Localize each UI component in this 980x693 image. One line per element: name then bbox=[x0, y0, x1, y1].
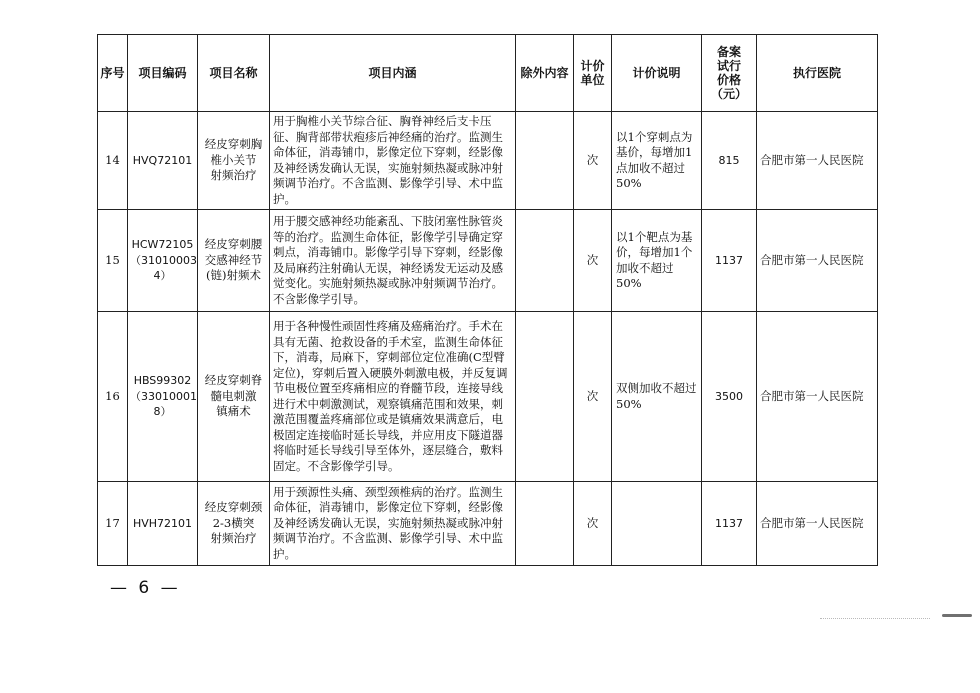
cell-content: 用于胸椎小关节综合征、胸脊神经后支卡压征、胸背部带状疱疹后神经痛的治疗。监测生命体征，消毒铺巾，影像定位下穿刺，经影像及神经诱发确认无误，实施射频热凝或脉冲射频调节治疗。不含监测、影像学引导、术中监护。 bbox=[270, 112, 516, 210]
table-row bbox=[98, 312, 878, 482]
cell-content: 用于各种慢性顽固性疼痛及癌痛治疗。手术在具有无菌、抢救设备的手术室，监测生命体征下，消毒，局麻下，穿刺部位定位准确(C型臂定位)，穿刺后置入硬膜外刺激电极，并反复调节电极位置至疼痛相应的脊髓节段，连接导线进行术中刺激测试，观察镇痛范围和效果，刺激范围覆盖疼痛部位或是镇痛效果满意后，电极固定连接临时延长导线，并应用皮下隧道器将临时延长导线引导至体外，逐层缝合，敷料固定。不含影像学引导。 bbox=[270, 312, 516, 482]
cell-price: 1137 bbox=[702, 482, 757, 566]
cell-hospital: 合肥市第一人民医院 bbox=[757, 112, 878, 210]
cell-unit: 次 bbox=[574, 312, 612, 482]
header-code: 项目编码 bbox=[128, 35, 198, 112]
header-price: 备案 试行 价格 （元） bbox=[702, 35, 757, 112]
table-row bbox=[98, 210, 878, 312]
table-header-row bbox=[98, 35, 878, 112]
cell-unit: 次 bbox=[574, 210, 612, 312]
cell-name: 经皮穿刺胸 椎小关节 射频治疗 bbox=[198, 112, 270, 210]
cell-hospital: 合肥市第一人民医院 bbox=[757, 312, 878, 482]
cell-price: 815 bbox=[702, 112, 757, 210]
header-hospital: 执行医院 bbox=[757, 35, 878, 112]
pricing-table bbox=[97, 34, 878, 566]
header-content: 项目内涵 bbox=[270, 35, 516, 112]
cell-code: HVH72101 bbox=[128, 482, 198, 566]
header-exclusions: 除外内容 bbox=[516, 35, 574, 112]
cell-name: 经皮穿刺脊 髓电刺激 镇痛术 bbox=[198, 312, 270, 482]
cell-code: HCW72105 （31010003 4） bbox=[128, 210, 198, 312]
cell-pricing-note: 以1个穿刺点为基价，每增加1点加收不超过50% bbox=[612, 112, 702, 210]
cell-seq: 14 bbox=[98, 112, 128, 210]
cell-content: 用于腰交感神经功能紊乱、下肢闭塞性脉管炎等的治疗。监测生命体征，影像学引导确定穿刺点，消毒铺巾。影像学引导下穿刺，经影像及局麻药注射确认无误，神经诱发无运动及感觉变化。实施射频热凝或脉冲射频调节治疗。不含影像学引导。 bbox=[270, 210, 516, 312]
cell-unit: 次 bbox=[574, 482, 612, 566]
cell-name: 经皮穿刺颈 2-3横突 射频治疗 bbox=[198, 482, 270, 566]
cell-hospital: 合肥市第一人民医院 bbox=[757, 482, 878, 566]
header-seq: 序号 bbox=[98, 35, 128, 112]
cell-name: 经皮穿刺腰 交感神经节 (链)射频术 bbox=[198, 210, 270, 312]
scan-artifact-mark bbox=[942, 614, 972, 617]
cell-content: 用于颈源性头痛、颈型颈椎病的治疗。监测生命体征，消毒铺巾，影像定位下穿刺，经影像及神经诱发确认无误，实施射频热凝或脉冲射频调节治疗。不含监测、影像学引导、术中监护。 bbox=[270, 482, 516, 566]
cell-exclusions bbox=[516, 312, 574, 482]
header-pricing-note: 计价说明 bbox=[612, 35, 702, 112]
cell-seq: 17 bbox=[98, 482, 128, 566]
cell-price: 3500 bbox=[702, 312, 757, 482]
cell-exclusions bbox=[516, 482, 574, 566]
cell-pricing-note: 双侧加收不超过50% bbox=[612, 312, 702, 482]
table-row bbox=[98, 482, 878, 566]
cell-code: HBS99302 （33010001 8） bbox=[128, 312, 198, 482]
header-unit: 计价 单位 bbox=[574, 35, 612, 112]
cell-pricing-note bbox=[612, 482, 702, 566]
cell-price: 1137 bbox=[702, 210, 757, 312]
cell-code: HVQ72101 bbox=[128, 112, 198, 210]
header-name: 项目名称 bbox=[198, 35, 270, 112]
cell-seq: 15 bbox=[98, 210, 128, 312]
cell-pricing-note: 以1个靶点为基价，每增加1个加收不超过50% bbox=[612, 210, 702, 312]
cell-unit: 次 bbox=[574, 112, 612, 210]
cell-exclusions bbox=[516, 210, 574, 312]
scan-artifact-dots bbox=[820, 618, 930, 620]
cell-exclusions bbox=[516, 112, 574, 210]
table-row bbox=[98, 112, 878, 210]
cell-hospital: 合肥市第一人民医院 bbox=[757, 210, 878, 312]
cell-seq: 16 bbox=[98, 312, 128, 482]
page-number: — 6 — bbox=[110, 578, 181, 598]
